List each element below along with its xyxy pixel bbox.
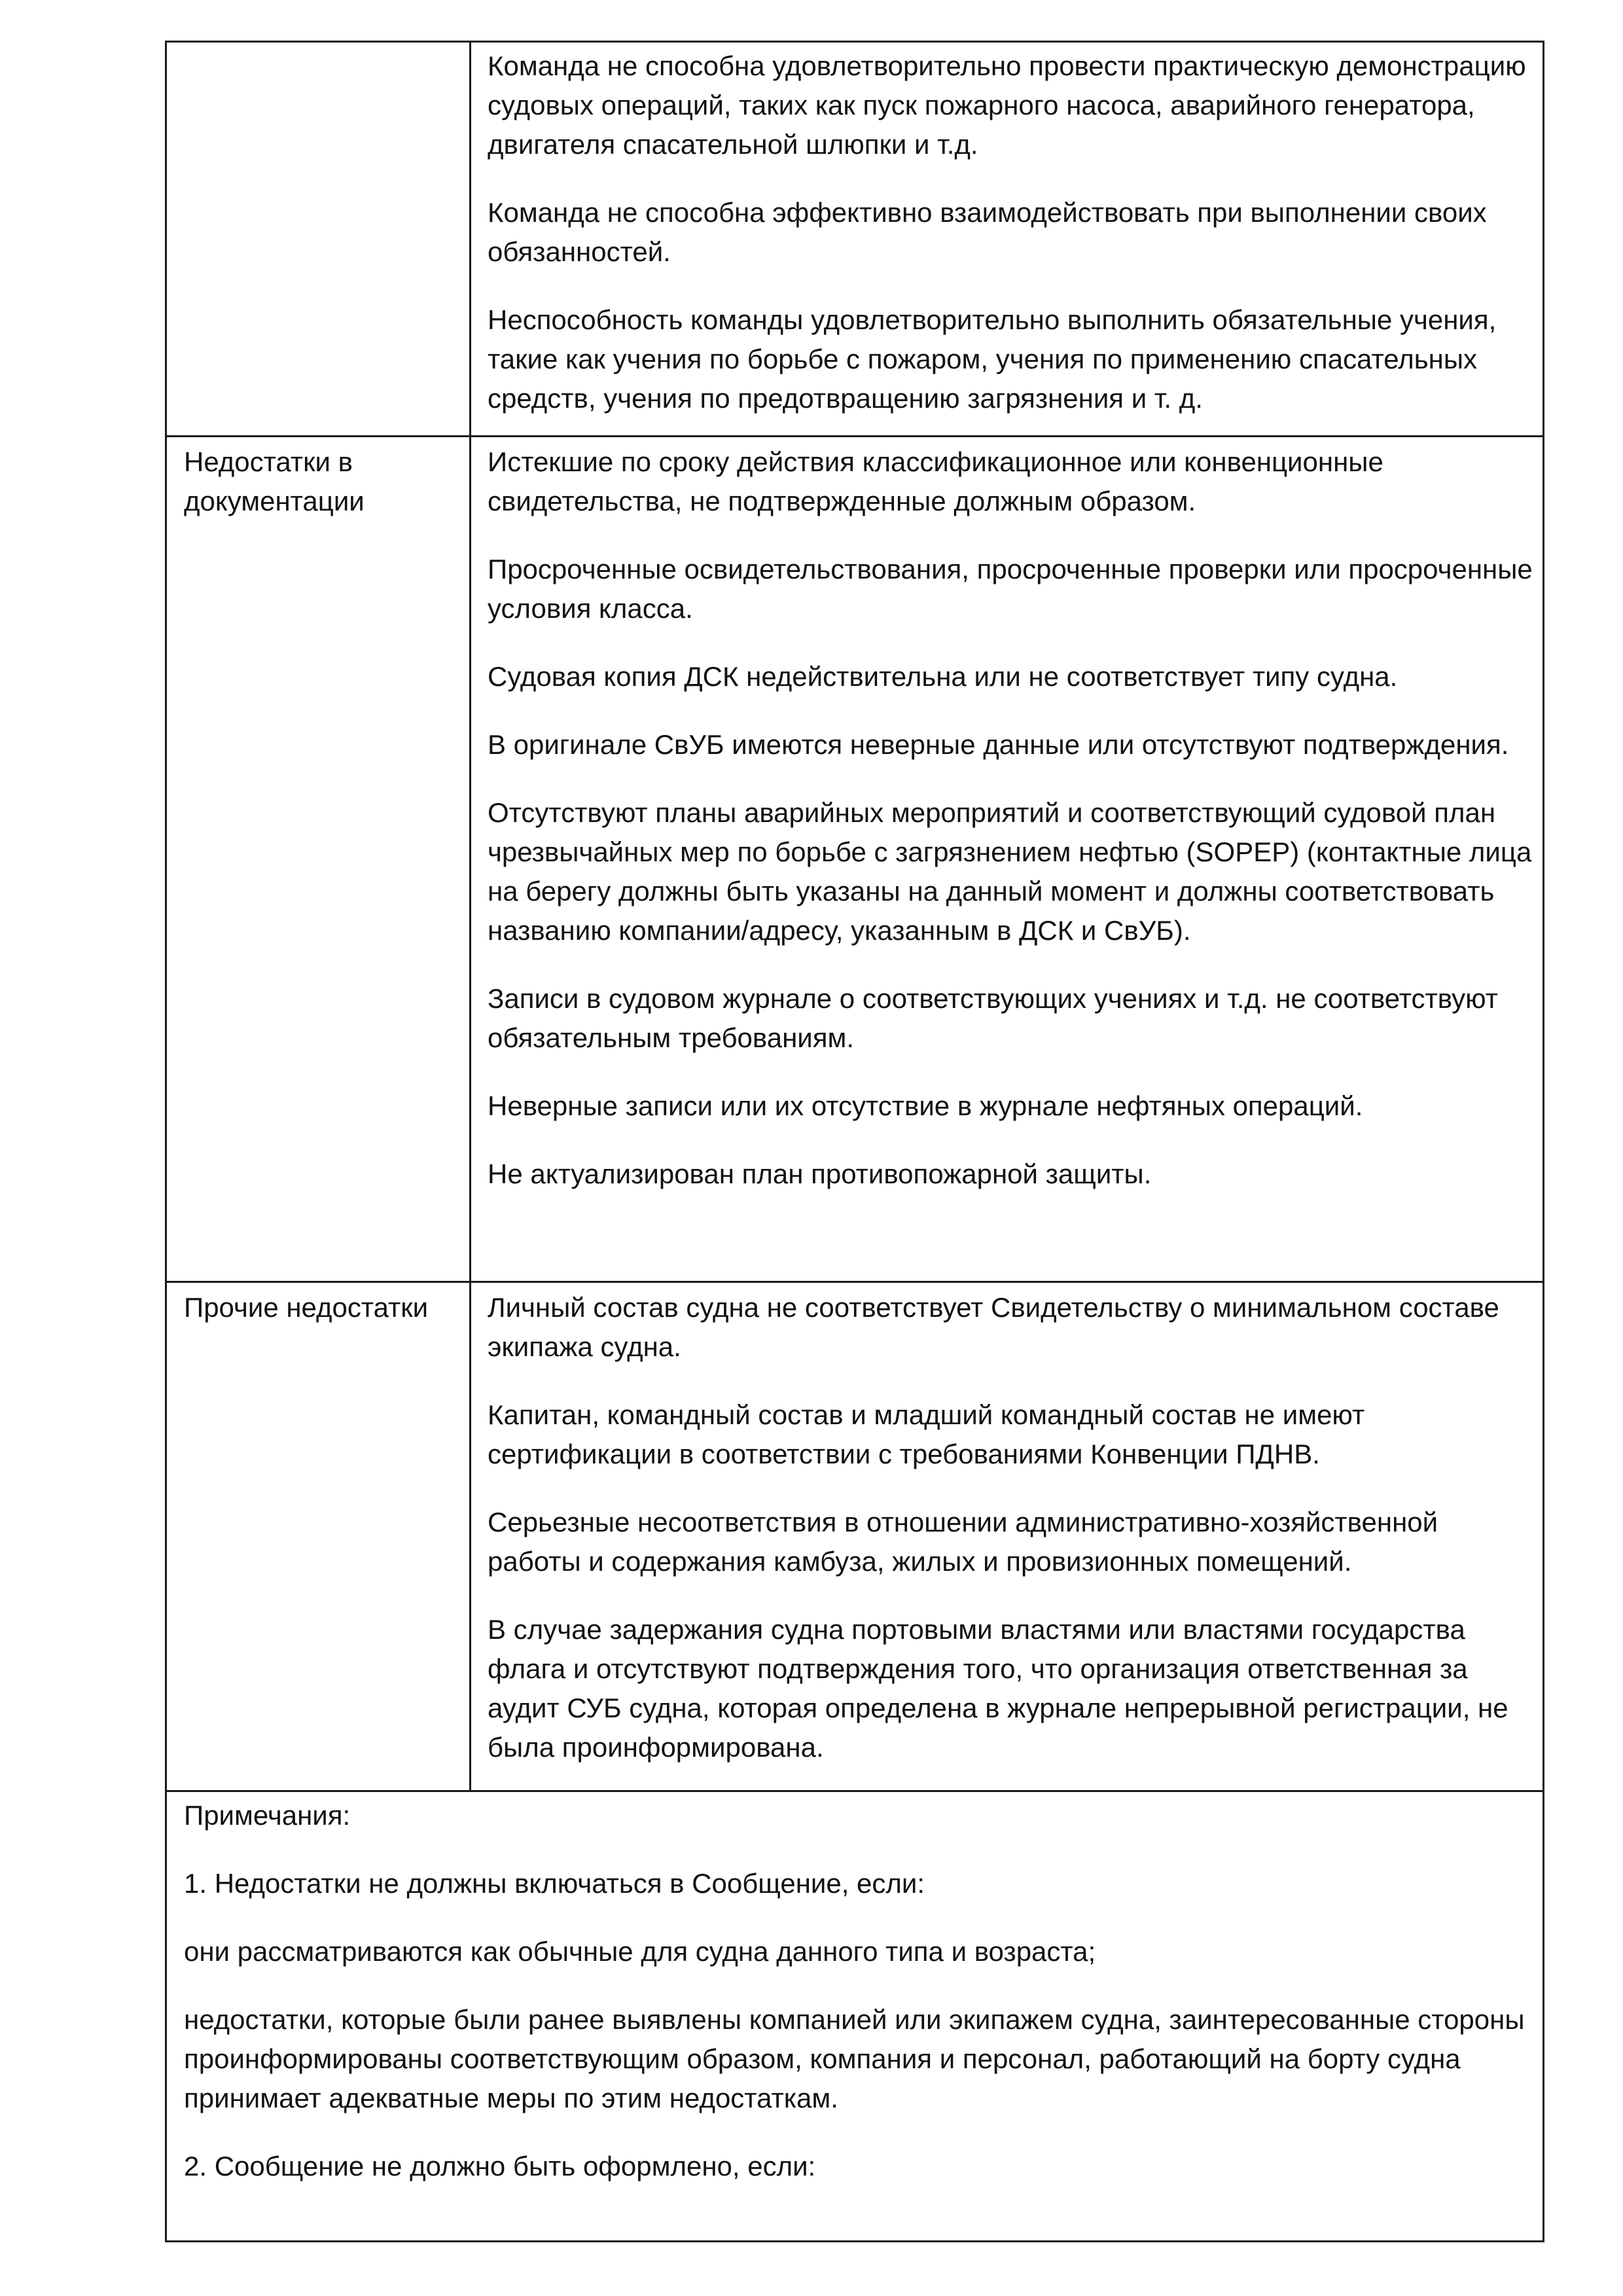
list-item: Команда не способна удовлетворительно провести практическую демонстрацию судовых операций, таких как пуск пожарного насоса, аварийного генератора, двигателя спасательной шлюпки и т.д.: [488, 50, 1526, 160]
list-item: Неспособность команды удовлетворительно выполнить обязательные учения, такие как учения по борьбе с пожаром, учения по применению спасательных средств, учения по предотвращению загрязнения и т. д.: [488, 304, 1497, 414]
list-item: Судовая копия ДСК недействительна или не соответствует типу судна.: [488, 661, 1398, 692]
row-details: [488, 1288, 1535, 1796]
column-divider: [469, 437, 471, 1281]
list-item: Команда не способна эффективно взаимодействовать при выполнении своих обязанностей.: [488, 197, 1487, 267]
list-item: Личный состав судна не соответствует Свидетельству о минимальном составе экипажа судна.: [488, 1292, 1499, 1362]
list-item: недостатки, которые были ранее выявлены компанией или экипажем судна, заинтересованные стороны проинформированы соответствующим образом, компания и персонал, работающий на борту судна принимает адекватные меры по этим недостаткам.: [184, 2004, 1525, 2113]
row-category: Недостатки в документации: [184, 446, 365, 516]
table-row-other: [167, 1281, 1543, 1790]
list-item: они рассматриваются как обычные для судна данного типа и возраста;: [184, 1936, 1096, 1967]
list-item: Истекшие по сроку действия классификационное или конвенционные свидетельства, не подтвержденные должным образом.: [488, 446, 1383, 516]
row-details: [488, 46, 1535, 447]
findings-table: [165, 41, 1544, 2242]
table-row-crew: [167, 43, 1543, 435]
list-item: Записи в судовом журнале о соответствующих учениях и т.д. не соответствуют обязательным требованиям.: [488, 983, 1498, 1053]
table-row-documentation: [167, 435, 1543, 1281]
list-item: Отсутствуют планы аварийных мероприятий и соответствующий судовой план чрезвычайных мер по борьбе с загрязнением нефтью (SOPEP) (контактные лица на берегу должны быть указаны на данный момент и должны соответствовать названию компании/адресу, указанным в ДСК и СвУБ).: [488, 797, 1532, 946]
list-item: Серьезные несоответствия в отношении административно-хозяйственной работы и содержания камбуза, жилых и провизионных помещений.: [488, 1507, 1438, 1577]
notes-body: [184, 1796, 1532, 2215]
list-item: В случае задержания судна портовыми властями или властями государства флага и отсутствуют подтверждения того, что организация ответственная за аудит СУБ судна, которая определена в журнале непрерывной регистрации, не была проинформирована.: [488, 1614, 1508, 1763]
column-divider: [469, 43, 471, 435]
list-item: Капитан, командный состав и младший командный состав не имеют сертификации в соответствии с требованиями Конвенции ПДНВ.: [488, 1399, 1365, 1469]
list-item: Просроченные освидетельствования, просроченные проверки или просроченные условия класса.: [488, 554, 1533, 624]
list-item: Не актуализирован план противопожарной защиты.: [488, 1158, 1152, 1189]
list-item: 2. Сообщение не должно быть оформлено, если:: [184, 2151, 816, 2181]
column-divider: [469, 1283, 471, 1790]
row-details: [488, 442, 1535, 1223]
notes-section: [167, 1790, 1543, 2240]
row-category: Прочие недостатки: [184, 1292, 429, 1323]
list-item: Неверные записи или их отсутствие в журнале нефтяных операций.: [488, 1090, 1363, 1121]
list-item: В оригинале СвУБ имеются неверные данные или отсутствуют подтверждения.: [488, 729, 1509, 760]
notes-heading: Примечания:: [184, 1800, 351, 1831]
list-item: 1. Недостатки не должны включаться в Сообщение, если:: [184, 1868, 925, 1899]
